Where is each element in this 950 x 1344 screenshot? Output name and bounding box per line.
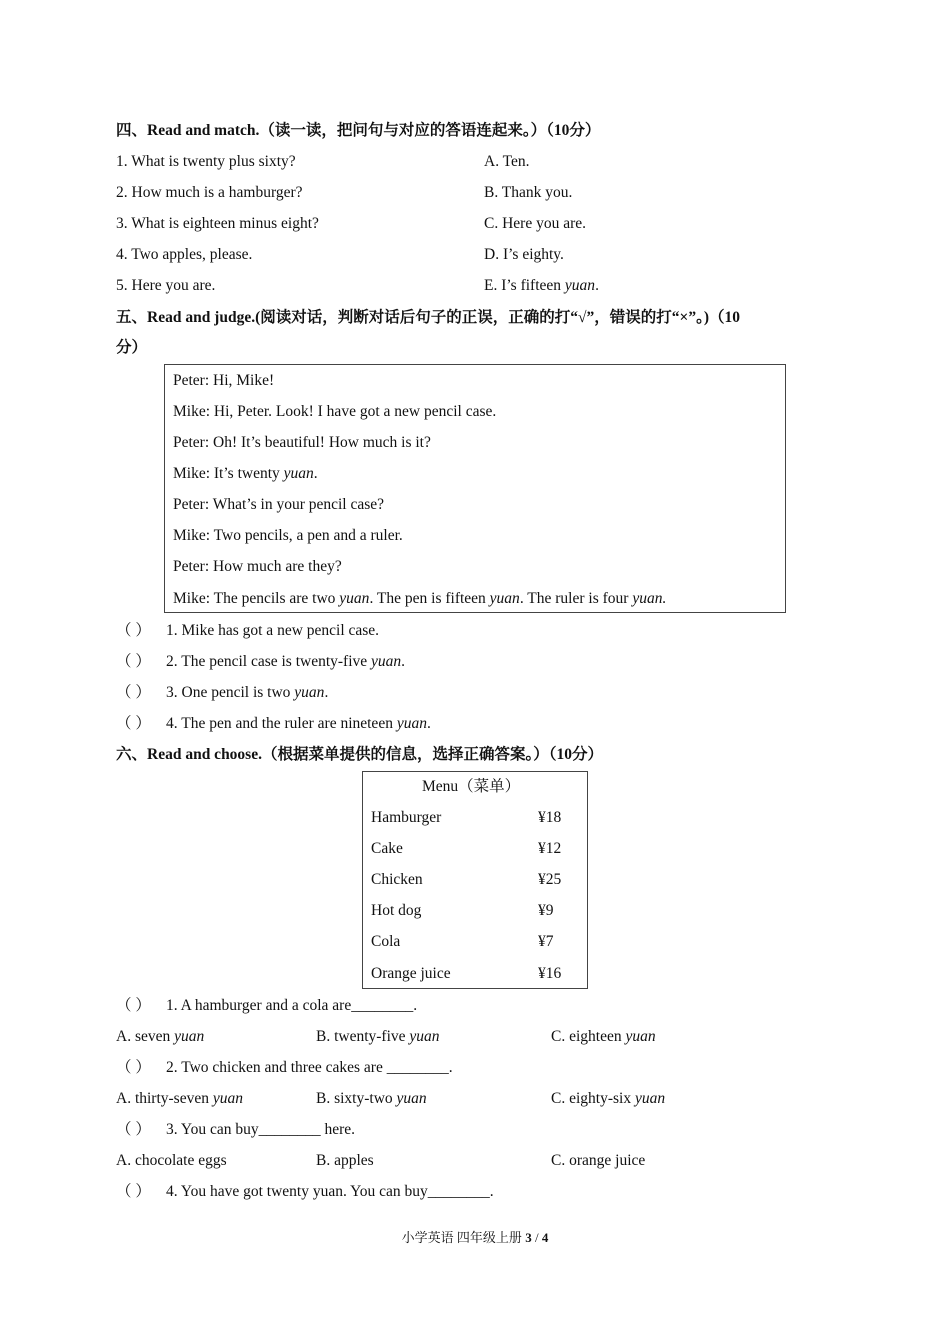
menu-item-price: ¥9 — [538, 902, 554, 919]
q3-option-a: A. chocolate eggs — [116, 1152, 227, 1169]
choose-q4: （ ） 4. You have got twenty yuan. You can buy________. — [116, 1183, 494, 1200]
menu-item-name: Hamburger — [371, 809, 442, 826]
q2-option-c: C. eighty-six yuan — [551, 1090, 666, 1107]
dialogue-line: Mike: Hi, Peter. Look! I have got a new pencil case. — [173, 403, 497, 420]
choose-q1: （ ） 1. A hamburger and a cola are________. — [116, 997, 418, 1014]
menu-title: Menu（菜单） — [422, 778, 521, 795]
choose-q2: （ ） 2. Two chicken and three cakes are ________. — [116, 1059, 453, 1076]
dialogue-line: Peter: Oh! It’s beautiful! How much is it? — [173, 434, 431, 451]
judge-item-1: （ ） 1. Mike has got a new pencil case. — [116, 622, 380, 639]
s4-answer-a: A. Ten. — [484, 153, 530, 170]
menu-item-name: Hot dog — [371, 902, 422, 919]
menu-item-name: Cake — [371, 840, 403, 857]
s4-answer-d: D. I’s eighty. — [484, 246, 564, 263]
s4-question-5: 5. Here you are. — [116, 277, 216, 294]
dialogue-line: Mike: It’s twenty yuan. — [173, 465, 318, 482]
s4-question-2: 2. How much is a hamburger? — [116, 184, 303, 201]
answer-blank[interactable]: （ ） — [116, 1059, 151, 1076]
menu-item-price: ¥25 — [538, 871, 562, 888]
dialogue-line: Mike: The pencils are two yuan. The pen is fifteen yuan. The ruler is four yuan. — [173, 590, 667, 607]
page-footer: 小学英语 四年级上册 3 / 4 — [401, 1230, 549, 1245]
menu-item-name: Cola — [371, 933, 401, 950]
q1-option-c: C. eighteen yuan — [551, 1028, 656, 1045]
s4-answer-e: E. I’s fifteen yuan. — [484, 277, 599, 294]
q3-option-b: B. apples — [316, 1152, 374, 1169]
menu-item-price: ¥7 — [538, 933, 554, 950]
menu-item-name: Chicken — [371, 871, 423, 888]
dialogue-line: Peter: How much are they? — [173, 558, 342, 575]
section6-title: 六、Read and choose.（根据菜单提供的信息，选择正确答案。）（10分） — [116, 746, 603, 763]
answer-blank[interactable]: （ ） — [116, 653, 151, 670]
menu-item-price: ¥12 — [538, 840, 562, 857]
choose-q3: （ ） 3. You can buy________ here. — [116, 1121, 355, 1138]
section4-title: 四、Read and match.（读一读，把问句与对应的答语连起来。）（10分） — [116, 122, 601, 139]
q2-option-a: A. thirty-seven yuan — [116, 1090, 243, 1107]
dialogue-line: Mike: Two pencils, a pen and a ruler. — [173, 527, 403, 544]
menu-item-price: ¥16 — [538, 965, 562, 982]
answer-blank[interactable]: （ ） — [116, 1121, 151, 1138]
answer-blank[interactable]: （ ） — [116, 622, 151, 639]
section5-title-cont: 分） — [116, 339, 148, 356]
s4-answer-c: C. Here you are. — [484, 215, 586, 232]
dialogue-line: Peter: Hi, Mike! — [173, 372, 275, 389]
answer-blank[interactable]: （ ） — [116, 684, 151, 701]
judge-item-4: （ ） 4. The pen and the ruler are nineteen yuan. — [116, 715, 431, 732]
dialogue-line: Peter: What’s in your pencil case? — [173, 496, 385, 513]
menu-item-name: Orange juice — [371, 965, 451, 982]
answer-blank[interactable]: （ ） — [116, 997, 151, 1014]
s4-question-1: 1. What is twenty plus sixty? — [116, 153, 296, 170]
section5-title: 五、Read and judge.(阅读对话，判断对话后句子的正误，正确的打“√”，错误的打“×”。)（10 — [116, 309, 741, 326]
answer-blank[interactable]: （ ） — [116, 1183, 151, 1200]
s4-answer-b: B. Thank you. — [484, 184, 573, 201]
judge-item-2: （ ） 2. The pencil case is twenty-five yuan. — [116, 653, 406, 670]
answer-blank[interactable]: （ ） — [116, 715, 151, 732]
menu-item-price: ¥18 — [538, 809, 562, 826]
judge-item-3: （ ） 3. One pencil is two yuan. — [116, 684, 329, 701]
q1-option-a: A. seven yuan — [116, 1028, 205, 1045]
q2-option-b: B. sixty-two yuan — [316, 1090, 427, 1107]
s4-question-3: 3. What is eighteen minus eight? — [116, 215, 319, 232]
q3-option-c: C. orange juice — [551, 1152, 646, 1169]
s4-question-4: 4. Two apples, please. — [116, 246, 253, 263]
q1-option-b: B. twenty-five yuan — [316, 1028, 440, 1045]
